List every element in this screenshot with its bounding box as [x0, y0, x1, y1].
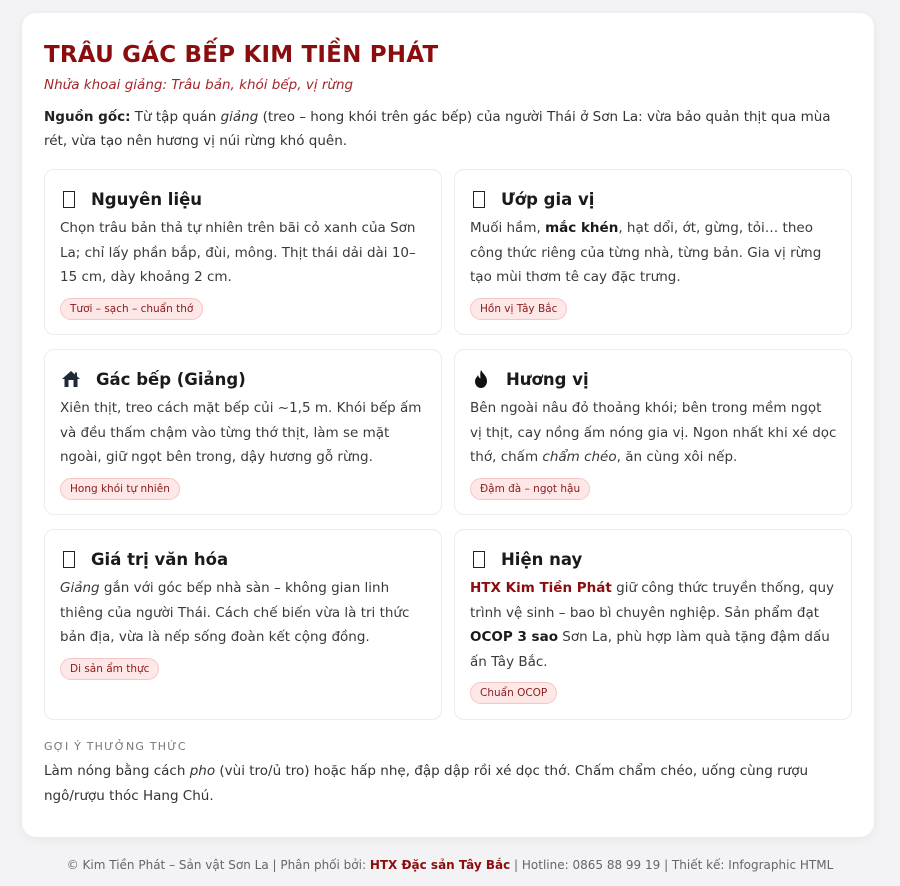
section-flavor: [454, 349, 852, 515]
tofu-missing-glyph-icon: [63, 191, 75, 208]
section-text-italic: chẩm chéo: [542, 449, 617, 465]
section-header: [470, 188, 837, 210]
section-header: [60, 548, 427, 570]
section-text-body: Xiên thịt, treo cách mặt bếp củi ~1,5 m. Khói bếp ấm và đều thấm chậm vào từng thớ thịt, làm se mặt ngoài, giữ ngọt bên trong, dậy hương gỗ rừng.: [60, 400, 422, 465]
section-title: Ướp gia vị: [501, 189, 595, 209]
section-text: [60, 576, 427, 650]
page-title: TRÂU GÁC BẾP KIM TIỀN PHÁT: [44, 42, 439, 68]
section-text: [470, 216, 837, 290]
section-tag: Hồn vị Tây Bắc: [470, 298, 567, 320]
tip-text: [44, 759, 844, 808]
tip-text-italic: pho: [189, 763, 216, 779]
section-text-cont: , hạt dổi, ớt, gừng, tỏi… theo công thức riêng của từng nhà, từng bản. Gia vị rừng tạo mùi thơm tê cay đặc trưng.: [470, 220, 822, 285]
section-text: [470, 396, 837, 470]
section-kitchen-loft: [44, 349, 442, 515]
section-tag: Di sản ẩm thực: [60, 658, 159, 680]
section-text-bold: mắc khén: [545, 220, 619, 236]
section-text-body: Muối hầm,: [470, 220, 546, 236]
footer-text-cont: | Hotline: 0865 88 99 19 | Thiết kế: Infographic HTML: [510, 858, 834, 872]
section-text-body: Chọn trâu bản thả tự nhiên trên bãi cỏ xanh của Sơn La; chỉ lấy phần bắp, đùi, mông. Thịt thái dải dài 10–15 cm, dày khoảng 2 cm.: [60, 220, 416, 285]
footer-distributor: HTX Đặc sản Tây Bắc: [369, 858, 511, 872]
tofu-missing-glyph-icon: [473, 191, 485, 208]
section-text-cont: , ăn cùng xôi nếp.: [616, 449, 738, 465]
section-ingredients: [44, 169, 442, 335]
section-title: Giá trị văn hóa: [91, 549, 229, 569]
sections-grid: [44, 169, 852, 720]
section-text: [470, 576, 837, 674]
section-text: [60, 396, 427, 470]
section-today: [454, 529, 852, 720]
content-card: [22, 13, 874, 837]
tip-text-cont: (vùi tro/ủ tro) hoặc hấp nhẹ, đập dập rồi xé dọc thớ. Chấm chẩm chéo, uống cùng rượu ngô/rượu thóc Hang Chú.: [44, 763, 809, 804]
section-tag: Hong khói tự nhiên: [60, 478, 180, 500]
section-title: Hiện nay: [501, 549, 583, 569]
section-text-body: gắn với góc bếp nhà sàn – không gian linh thiêng của người Thái. Cách chế biến vừa là tri thức bản địa, vừa là nếp sống đoàn kết cộng đồng.: [60, 580, 410, 645]
origin-text: Từ tập quán: [130, 109, 221, 125]
tofu-missing-glyph-icon: [473, 551, 485, 568]
section-culture: [44, 529, 442, 720]
section-text: [60, 216, 427, 290]
origin-text-cont: (treo – hong khói trên gác bếp) của người Thái ở Sơn La: vừa bảo quản thịt qua mùa rét, vừa tạo nên hương vị núi rừng khó quên.: [44, 109, 831, 149]
section-marinade: [454, 169, 852, 335]
section-title: Nguyên liệu: [91, 189, 203, 209]
tip-text-body: Làm nóng bằng cách: [44, 763, 190, 779]
section-header: [470, 548, 837, 570]
section-text-cont: Sơn La, phù hợp làm quà tặng đậm dấu ấn Tây Bắc.: [470, 629, 830, 670]
tip-heading: GỢI Ý THƯỞNG THỨC: [44, 740, 187, 753]
origin-paragraph: [44, 105, 844, 153]
section-title: Gác bếp (Giảng): [96, 369, 246, 389]
section-tag: Đậm đà – ngọt hậu: [470, 478, 590, 500]
section-tag: Tươi – sạch – chuẩn thớ: [60, 298, 203, 320]
house-icon: [60, 369, 82, 389]
section-header: [470, 368, 837, 390]
origin-label: Nguồn gốc:: [44, 109, 131, 125]
section-tag: Chuẩn OCOP: [470, 682, 557, 704]
section-title: Hương vị: [506, 369, 589, 389]
page-footer: [0, 858, 900, 872]
section-header: [60, 368, 427, 390]
section-text-italic: Giảng: [60, 580, 100, 596]
ocop-rating: OCOP 3 sao: [470, 629, 558, 645]
page-subtitle: Nhửa khoai giảng: Trâu bản, khói bếp, vị rừng: [44, 77, 354, 93]
footer-text: © Kim Tiền Phát – Sản vật Sơn La | Phân phối bởi:: [66, 858, 370, 872]
tofu-missing-glyph-icon: [63, 551, 75, 568]
origin-italic: giảng: [220, 109, 259, 125]
section-text-body: Bên ngoài nâu đỏ thoảng khói; bên trong mềm ngọt vị thịt, cay nồng ấm nóng gia vị. Ngon nhất khi xé dọc thớ, chấm: [470, 400, 837, 465]
section-text-body: giữ công thức truyền thống, quy trình vệ sinh – bao bì chuyên nghiệp. Sản phẩm đạt: [470, 580, 834, 621]
fire-icon: [470, 369, 492, 389]
cooperative-name: HTX Kim Tiền Phát: [470, 580, 612, 596]
section-header: [60, 188, 427, 210]
